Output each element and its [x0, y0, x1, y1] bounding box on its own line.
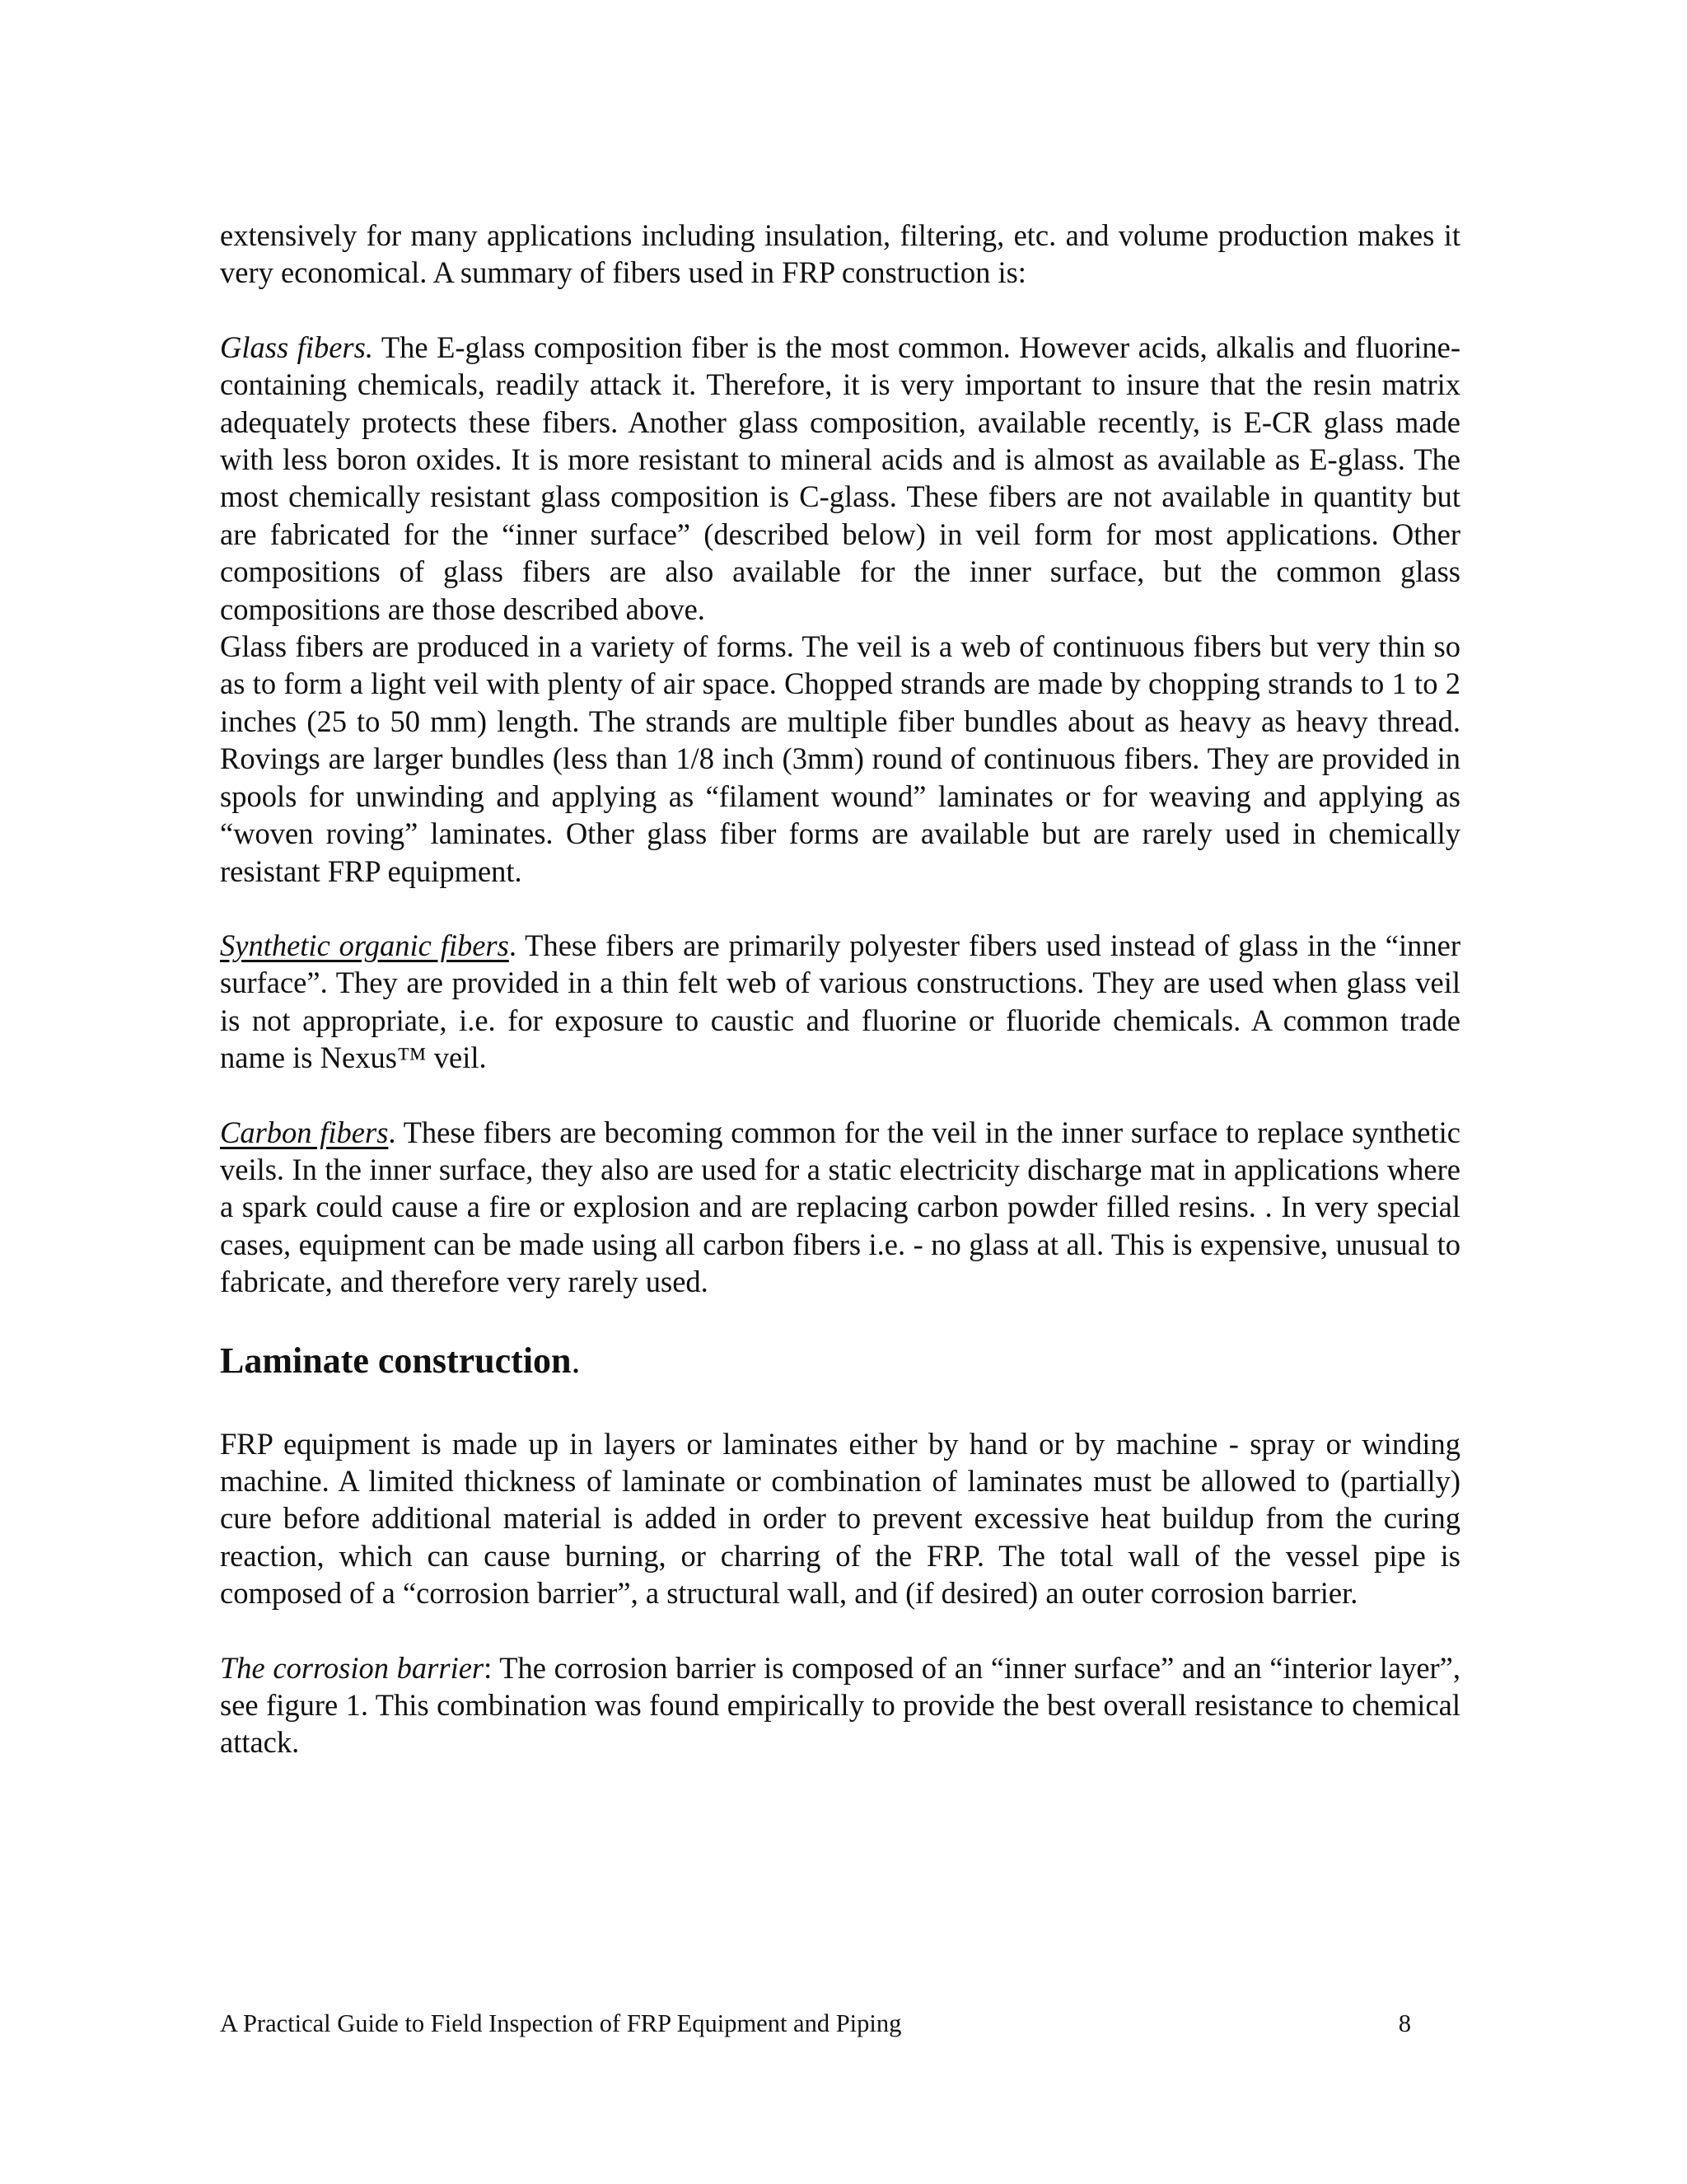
glass-fibers-lead: Glass fibers	[220, 330, 366, 364]
carbon-fibers-lead-punct: .	[388, 1115, 396, 1149]
carbon-fibers-lead: Carbon fibers	[220, 1115, 389, 1149]
laminate-paragraph	[220, 1425, 1460, 1612]
glass-fibers-forms-paragraph	[220, 628, 1460, 890]
intro-text: extensively for many applications including insulation, filtering, etc. and volume production makes it very economical. A summary of fibers used in FRP construction is:	[220, 218, 1460, 290]
synthetic-fibers-paragraph	[220, 927, 1460, 1077]
footer-title: A Practical Guide to Field Inspection of FRP Equipment and Piping	[220, 2009, 902, 2037]
corrosion-barrier-paragraph	[220, 1649, 1460, 1761]
laminate-heading-text: Laminate construction	[220, 1340, 572, 1381]
synthetic-fibers-lead-punct: .	[508, 928, 516, 962]
laminate-heading-punct: .	[571, 1340, 581, 1381]
carbon-fibers-paragraph	[220, 1114, 1460, 1301]
laminate-construction-heading	[220, 1338, 1460, 1384]
corrosion-barrier-text: : The corrosion barrier is composed of an “inner surface” and an “interior layer”, see figure 1. This combination was found empirically to provide the best overall resistance to chemical attack.	[220, 1650, 1460, 1760]
glass-fibers-forms-text: Glass fibers are produced in a variety of forms. The veil is a web of continuous fibers but very thin so as to form a light veil with plenty of air space. Chopped strands are made by chopping strands to 1 to 2 inches (25 to 50 mm) length. The strands are multiple fiber bundles about as heavy as heavy thread. Rovings are larger bundles (less than 1/8 inch (3mm) round of continuous fibers. They are provided in spools for unwinding and applying as “filament wound” laminates or for weaving and applying as “woven roving” laminates. Other glass fiber forms are available but are rarely used in chemically resistant FRP equipment.	[220, 629, 1460, 888]
corrosion-barrier-lead: The corrosion barrier	[220, 1650, 484, 1685]
laminate-text: FRP equipment is made up in layers or laminates either by hand or by machine - spray or winding machine. A limited thickness of laminate or combination of laminates must be allowed to (partially) cure before additional material is added in order to prevent excessive heat buildup from the curing reaction, which can cause burning, or charring of the FRP. The total wall of the vessel pipe is composed of a “corrosion barrier”, a structural wall, and (if desired) an outer corrosion barrier.	[220, 1426, 1460, 1611]
synthetic-fibers-lead: Synthetic organic fibers	[220, 928, 509, 962]
intro-paragraph	[220, 217, 1460, 292]
page-number: 8	[1398, 2009, 1411, 2037]
carbon-fibers-text: These fibers are becoming common for the veil in the inner surface to replace synthetic veils. In the inner surface, they also are used for a static electricity discharge mat in applications where a spark could cause a fire or explosion and are replacing carbon powder filled resins. . In very special cases, equipment can be made using all carbon fibers i.e. - no glass at all. This is expensive, unusual to fabricate, and therefore very rarely used.	[220, 1115, 1460, 1299]
glass-fibers-text: The E-glass composition fiber is the most common. However acids, alkalis and fluorine-containing chemicals, readily attack it. Therefore, it is very important to insure that the resin matrix adequately protects these fibers. Another glass composition, available recently, is E-CR glass made with less boron oxides. It is more resistant to mineral acids and is almost as available as E-glass. The most chemically resistant glass composition is C-glass. These fibers are not available in quantity but are fabricated for the “inner surface” (described below) in veil form for most applications. Other compositions of glass fibers are also available for the inner surface, but the common glass compositions are those described above.	[220, 330, 1460, 626]
glass-fibers-lead-punct: .	[365, 330, 373, 364]
page-body	[220, 217, 1460, 1761]
synthetic-fibers-text: These fibers are primarily polyester fibers used instead of glass in the “inner surface”. They are provided in a thin felt web of various constructions. They are used when glass veil is not appropriate, i.e. for exposure to caustic and fluorine or fluoride chemicals. A common trade name is Nexus™ veil.	[220, 928, 1460, 1075]
glass-fibers-paragraph	[220, 329, 1460, 628]
